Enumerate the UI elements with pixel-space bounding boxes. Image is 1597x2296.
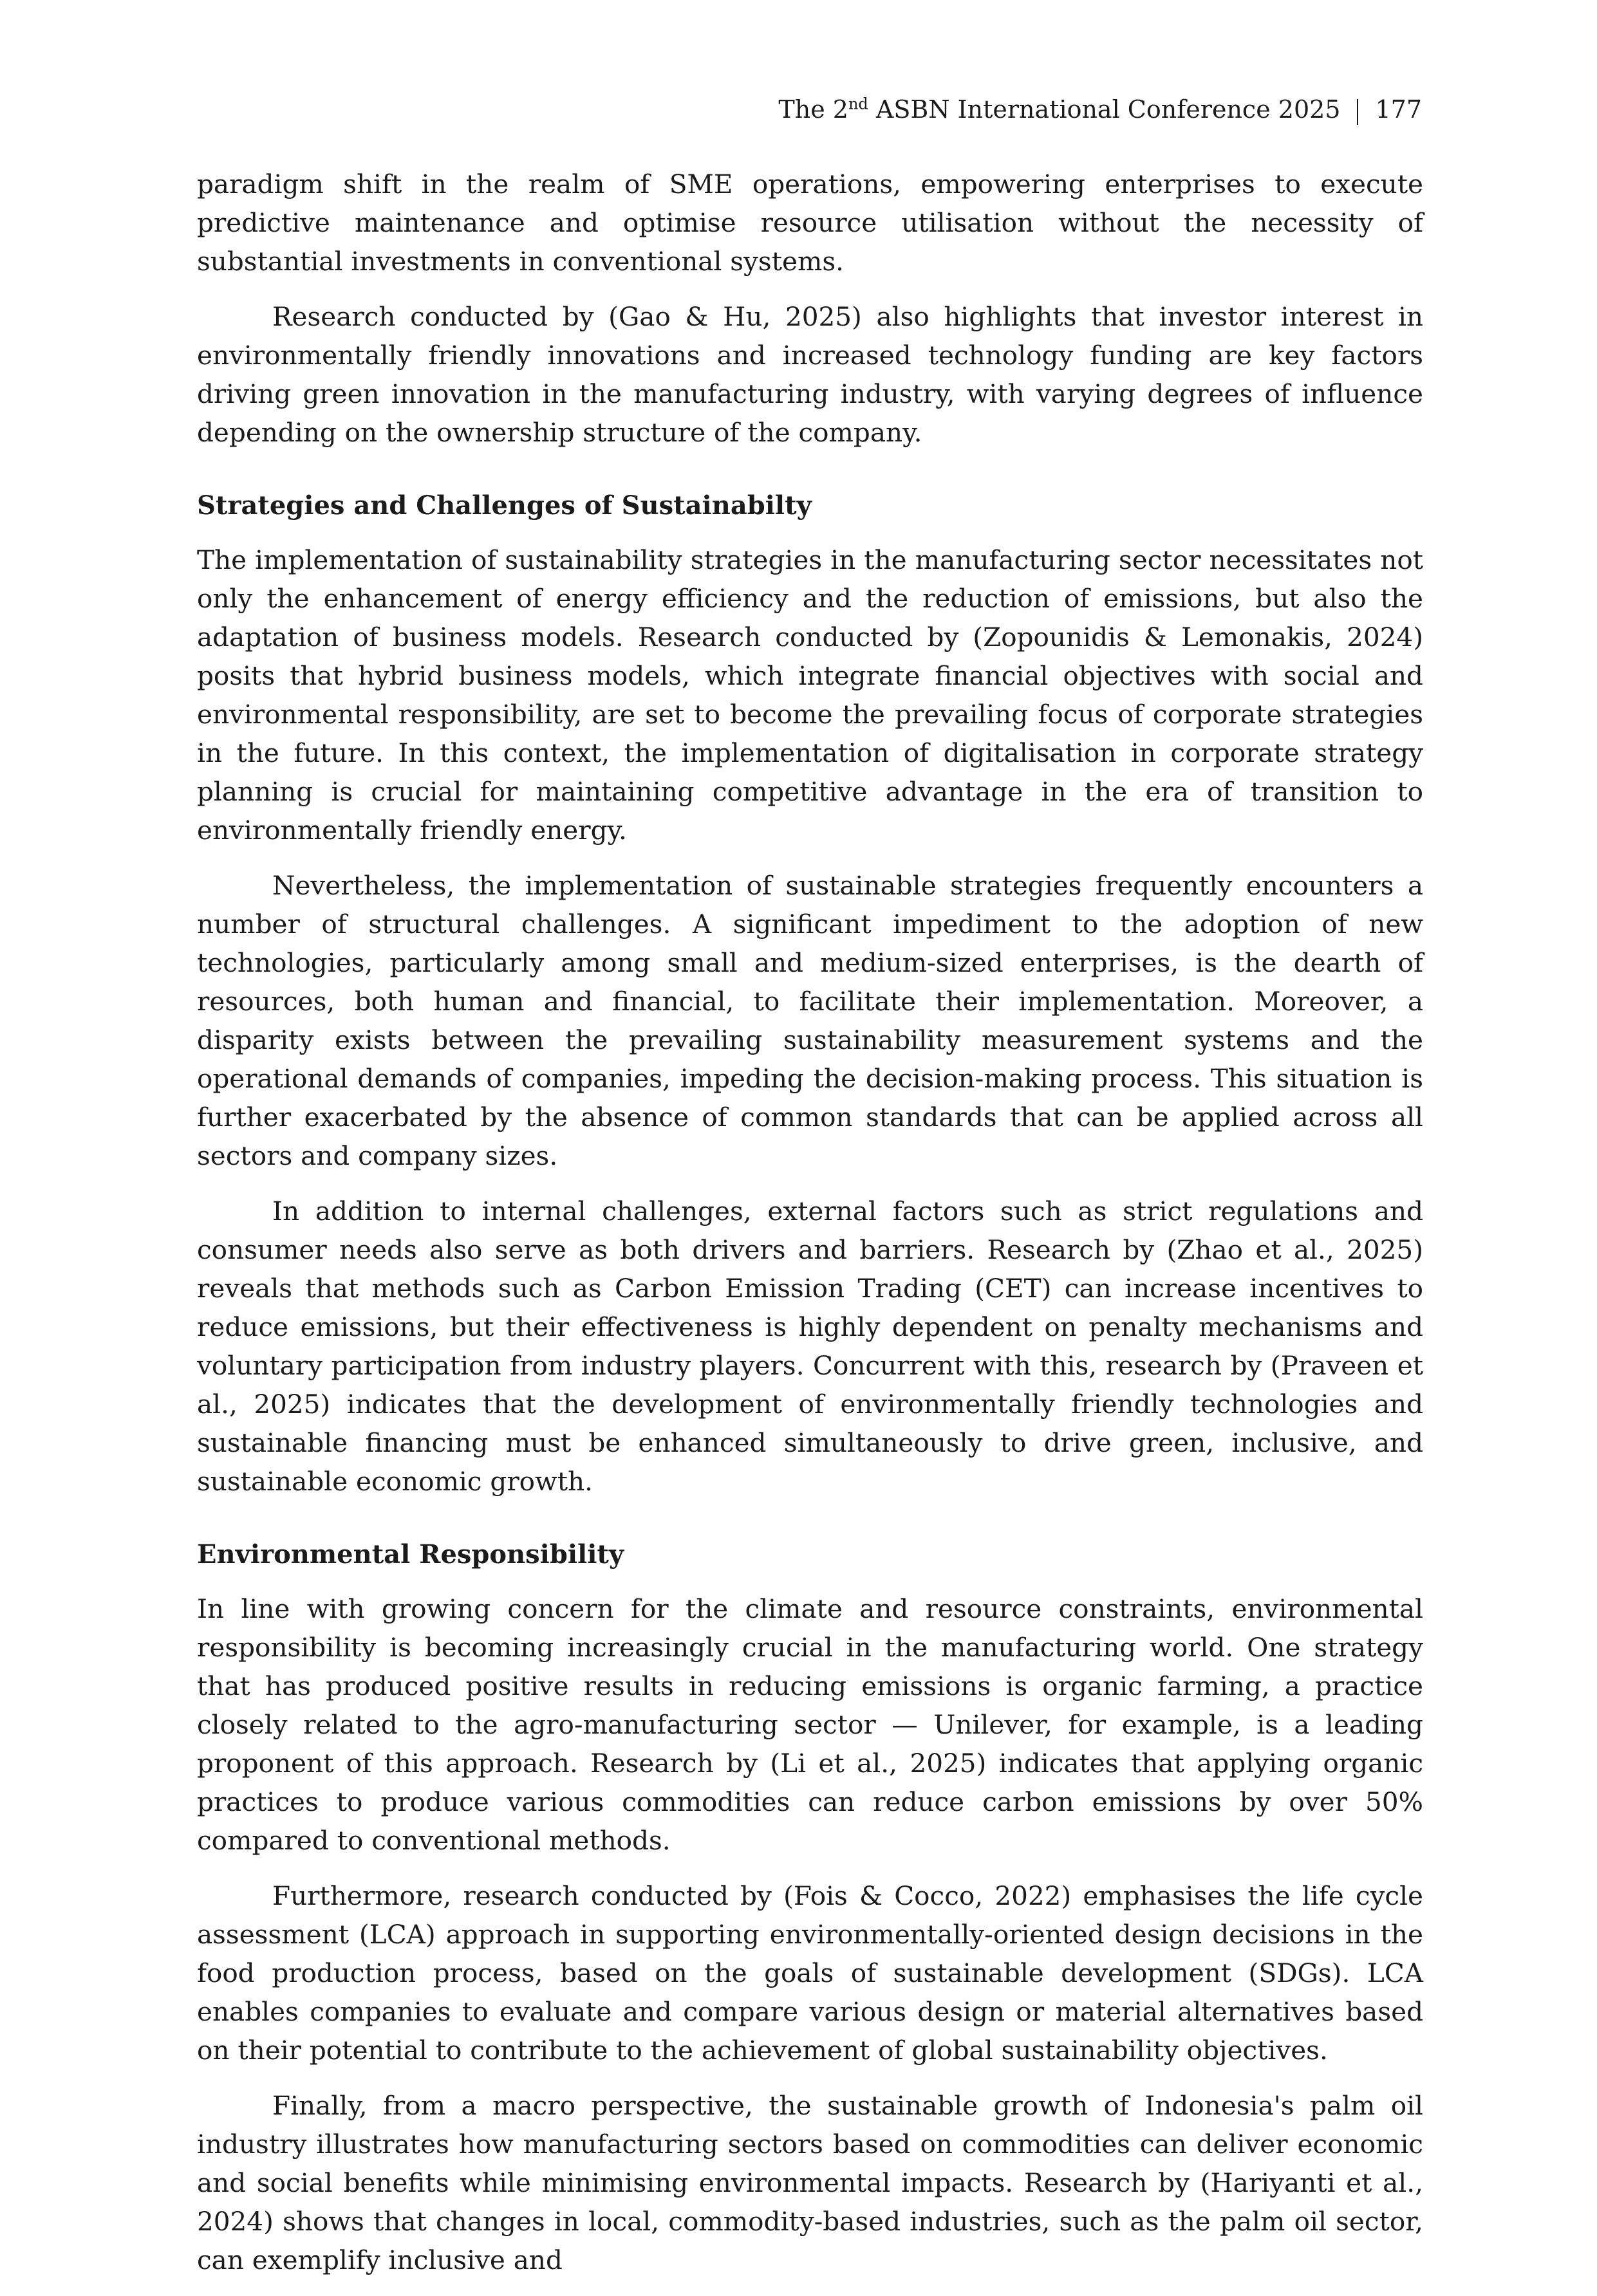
section-heading-environmental: Environmental Responsibility — [197, 1539, 624, 1569]
page-number: 177 — [1375, 95, 1422, 124]
running-header — [778, 94, 1422, 125]
header-title: The 2nd ASBN International Conference 2025 — [778, 95, 1341, 124]
section-heading-strategies: Strategies and Challenges of Sustainabilty — [197, 490, 812, 521]
paragraph-continued: paradigm shift in the realm of SME operations, empowering enterprises to execute predictive maintenance and optimise resource utilisation without the necessity of substantial investments in conventional systems. — [197, 169, 1423, 277]
paragraph-structural-challenges: Nevertheless, the implementation of sustainable strategies frequently encounters a number of structural challenges. A significant impediment to the adoption of new technologies, particularly among small and medium-sized enterprises, is the dearth of resources, both human and financial, to facilitate their implementation. Moreover, a disparity exists between the prevailing sustainability measurement systems and the operational demands of companies, impeding the decision-making process. This situation is further exacerbated by the absence of common standards that can be applied across all sectors and company sizes. — [197, 870, 1423, 1171]
paragraph-strategies-intro: The implementation of sustainability strategies in the manufacturing sector necessitates not only the enhancement of energy efficiency and the reduction of emissions, but also the adaptation of business models. Research conducted by (Zopounidis & Lemonakis, 2024) posits that hybrid business models, which integrate financial objectives with social and environmental responsibility, are set to become the prevailing focus of corporate strategies in the future. In this context, the implementation of digitalisation in corporate strategy planning is crucial for maintaining competitive advantage in the era of transition to environmentally friendly energy. — [197, 544, 1423, 846]
header-divider — [1357, 99, 1358, 125]
paragraph-external-factors: In addition to internal challenges, external factors such as strict regulations and consumer needs also serve as both drivers and barriers. Research by (Zhao et al., 2025) reveals that methods such as Carbon Emission Trading (CET) can increase incentives to reduce emissions, but their effectiveness is highly dependent on penalty mechanisms and voluntary participation from industry players. Concurrent with this, research by (Praveen et al., 2025) indicates that the development of environmentally friendly technologies and sustainable financing must be enhanced simultaneously to drive green, inclusive, and sustainable economic growth. — [197, 1196, 1423, 1497]
paragraph-environmental-intro: In line with growing concern for the climate and resource constraints, environmental responsibility is becoming increasingly crucial in the manufacturing world. One strategy that has produced positive results in reducing emissions is organic farming, a practice closely related to the agro-manufacturing sector — Unilever, for example, is a leading proponent of this approach. Research by (Li et al., 2025) indicates that applying organic practices to produce various commodities can reduce carbon emissions by over 50% compared to conventional methods. — [197, 1593, 1423, 1856]
header-superscript: nd — [848, 95, 868, 113]
paragraph-gao-hu: Research conducted by (Gao & Hu, 2025) also highlights that investor interest in environmentally friendly innovations and increased technology funding are key factors driving green innovation in the manufacturing industry, with varying degrees of influence depending on the ownership structure of the company. — [197, 301, 1423, 448]
paragraph-palm-oil: Finally, from a macro perspective, the sustainable growth of Indonesia's palm oil industry illustrates how manufacturing sectors based on commodities can deliver economic and social benefits while minimising environmental impacts. Research by (Hariyanti et al., 2024) shows that changes in local, commodity-based industries, such as the palm oil sector, can exemplify inclusive and — [197, 2090, 1423, 2275]
page-body — [197, 165, 1423, 2296]
paragraph-lca: Furthermore, research conducted by (Fois & Cocco, 2022) emphasises the life cycle assessment (LCA) approach in supporting environmentally-oriented design decisions in the food production process, based on the goals of sustainable development (SDGs). LCA enables companies to evaluate and compare various design or material alternatives based on their potential to contribute to the achievement of global sustainability objectives. — [197, 1880, 1423, 2066]
